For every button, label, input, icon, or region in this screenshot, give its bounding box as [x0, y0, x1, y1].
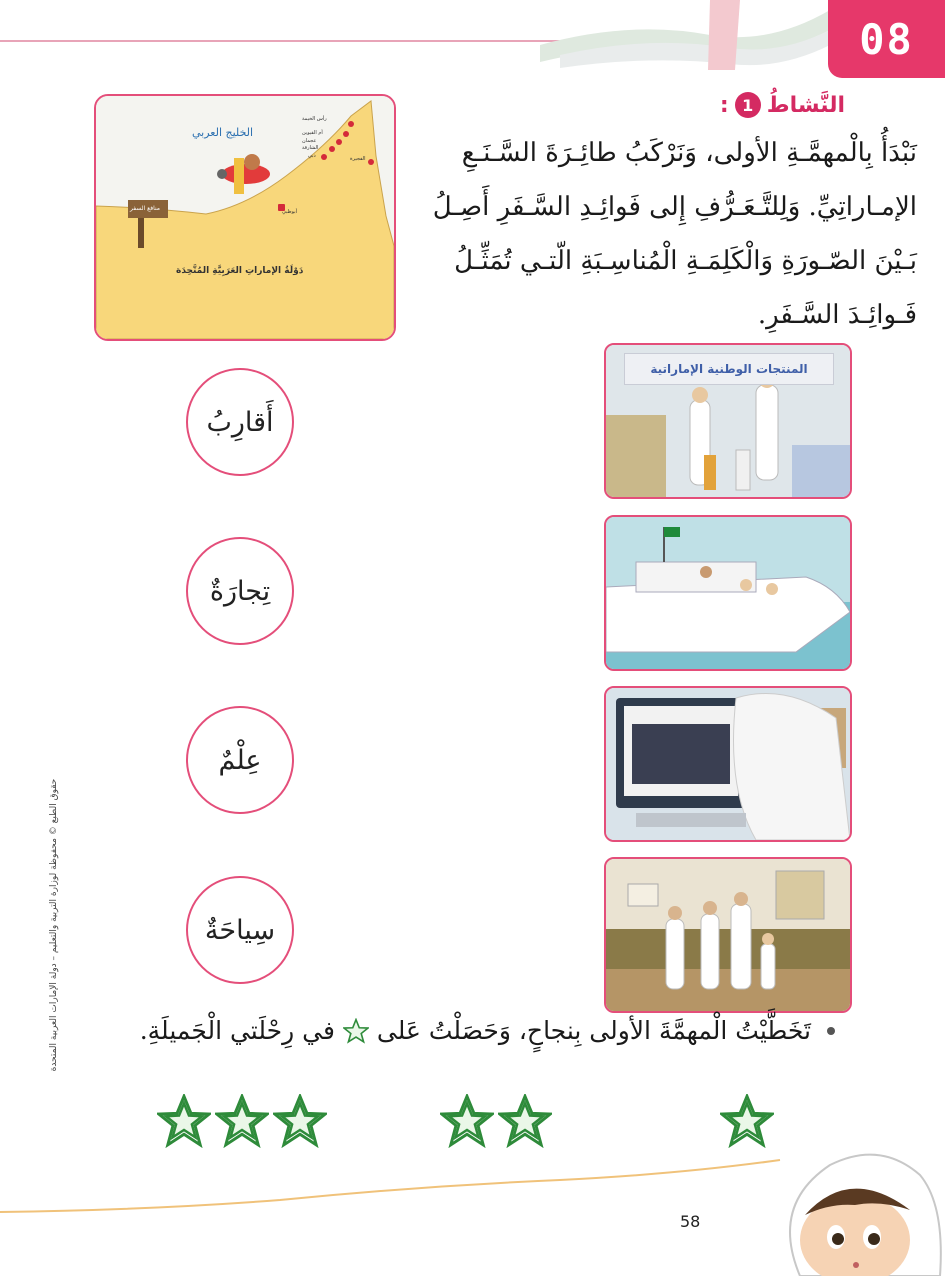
rating-two-stars[interactable] [440, 1094, 552, 1148]
star-icon [273, 1094, 327, 1148]
star-icon [720, 1094, 774, 1148]
star-icon [343, 1018, 369, 1044]
map-sign-label: منافع السفر [130, 205, 161, 212]
boat-illustration [606, 517, 850, 669]
map-city: أم القيوين [302, 130, 323, 136]
word-circle-tourism[interactable]: سِياحَةٌ [186, 876, 294, 984]
activity-title-text: النَّشاطُ [766, 92, 845, 118]
activity-title [720, 92, 845, 118]
page-number: 58 [680, 1212, 701, 1231]
rating-three-stars[interactable] [157, 1094, 327, 1148]
star-icon [498, 1094, 552, 1148]
map-city: رأس الخيمة [302, 116, 327, 122]
copyright-vertical [44, 780, 64, 1080]
map-city: الشارقة [302, 145, 319, 151]
completion-text-end: في رِحْلَتي الْجَميلَةِ. [139, 1016, 335, 1045]
activity-colon: : [719, 92, 729, 118]
star-icon [440, 1094, 494, 1148]
image-card-computer[interactable] [604, 686, 852, 842]
word-circle-knowledge[interactable]: عِلْمٌ [186, 706, 294, 814]
map-city: عجمان [302, 138, 317, 144]
map-sea-label: الخليج العربي [192, 126, 254, 139]
computer-illustration [606, 688, 850, 840]
rating-one-star[interactable] [720, 1094, 774, 1148]
map-city: الفجيرة [350, 156, 366, 162]
word-circle-relatives[interactable]: أَقارِبُ [186, 368, 294, 476]
image-card-boat[interactable] [604, 515, 852, 671]
instruction-line: الإمـاراتِيِّ. وَلِلتَّـعَـرُّفِ إِلى فَوائِـدِ السَّـفَرِ أَصِـلُ [432, 192, 917, 222]
uae-map [94, 94, 396, 341]
star-icon [157, 1094, 211, 1148]
activity-number: 1 [735, 92, 761, 118]
instruction-line: نَبْدَأُ بِالْمهمَّـةِ الأولى، وَنَرْكَبُ طائِـرَةَ السَّـنَـعِ [461, 138, 917, 168]
instruction-line: فَـوائِـدَ السَّـفَرِ. [757, 300, 917, 330]
lesson-number-badge: 08 [828, 0, 945, 78]
header-divider [0, 40, 560, 42]
bullet-dot [827, 1027, 835, 1035]
boy-character [760, 1145, 945, 1276]
star-icon [215, 1094, 269, 1148]
image-card-relatives[interactable] [604, 857, 852, 1013]
activity-instructions [405, 126, 917, 342]
map-city: أبوظبي [282, 209, 298, 215]
map-city: دبي [308, 153, 316, 159]
copyright-text: حقوق الطبع © محفوظة لوزارة التربية والتعليم – دولة الإمارات العربية المتحدة [49, 778, 59, 1072]
uae-flag-decoration [540, 0, 830, 70]
map-country-label: دَوْلَةُ الإماراتِ العَرَبِيَّةِ المُتَّحِدَة [176, 266, 304, 276]
store-banner: المنتجات الوطنية الإماراتية [624, 353, 834, 385]
completion-sentence [140, 1016, 835, 1045]
image-card-shopping[interactable] [604, 343, 852, 499]
instruction-line: بَـيْنَ الصّـورَةِ وَالْكَلِمَـةِ الْمُناسِـبَةِ الّتـي تُمَثِّـلُ [454, 246, 917, 276]
word-circle-trade[interactable]: تِجارَةٌ [186, 537, 294, 645]
relatives-illustration [606, 859, 850, 1011]
completion-text-start: تَخَطَّيْتُ الْمهمَّةَ الأولى بِنجاحٍ، وَحَصَلْتُ عَلى [376, 1016, 811, 1045]
